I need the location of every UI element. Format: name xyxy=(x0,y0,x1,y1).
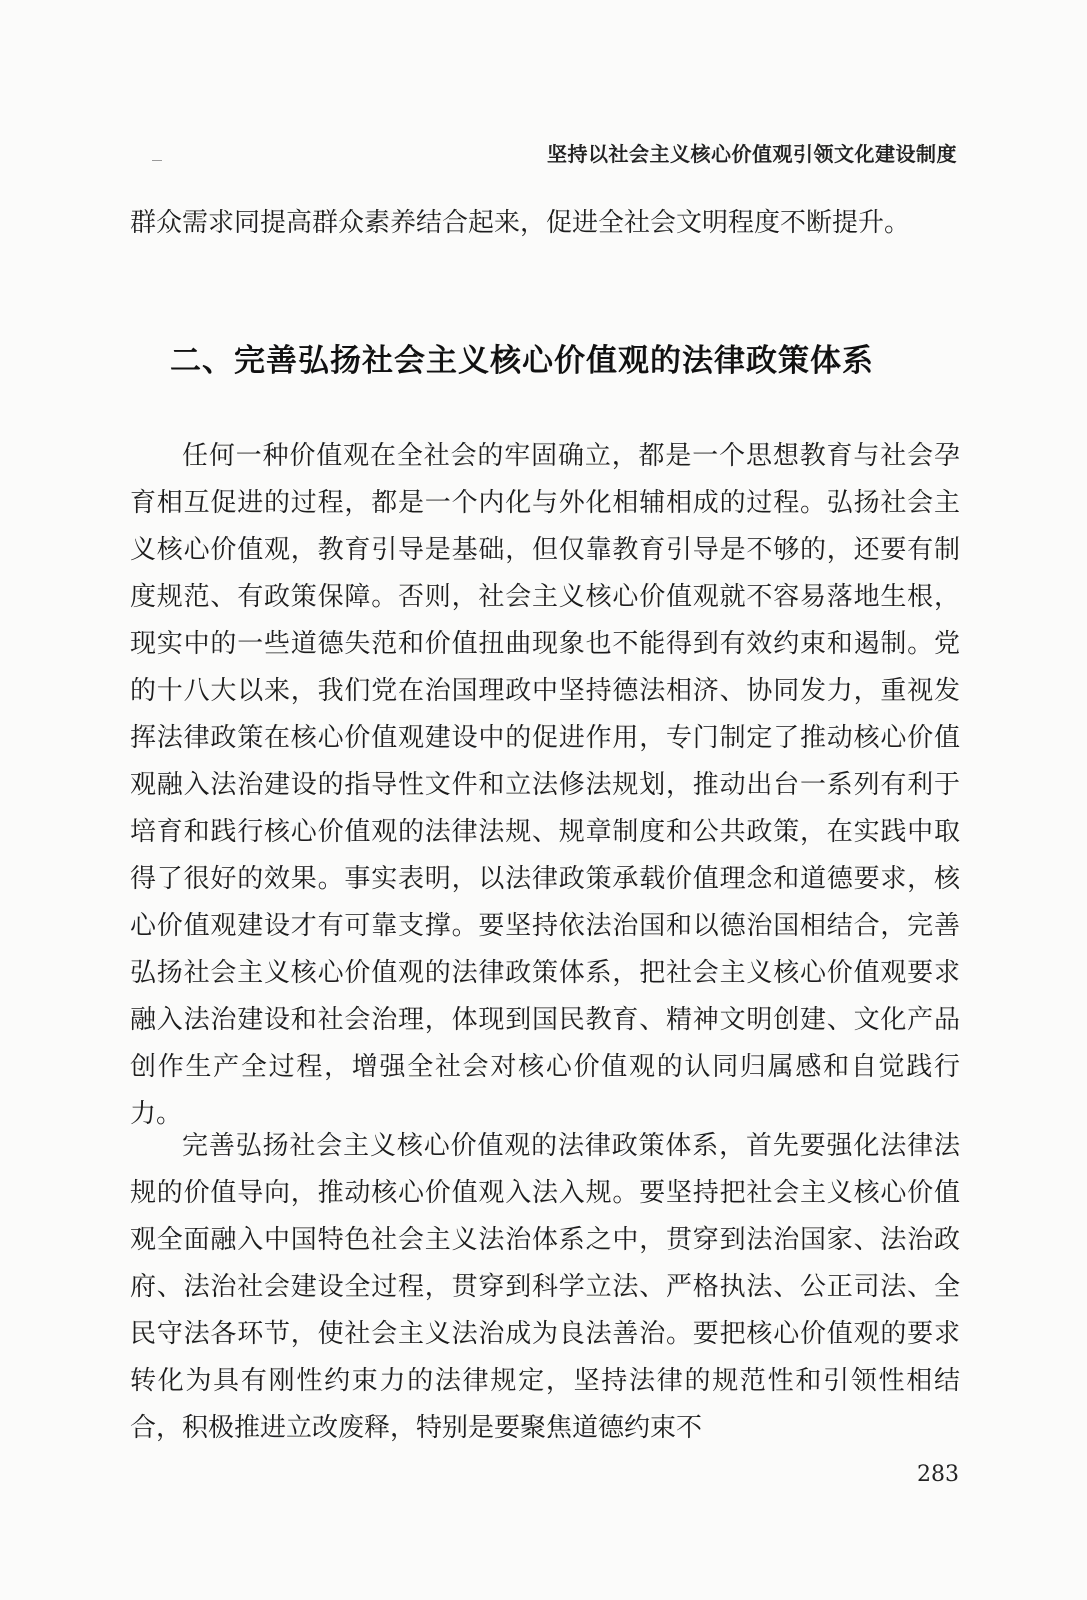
continuation-paragraph: 群众需求同提高群众素养结合起来，促进全社会文明程度不断提升。 xyxy=(130,208,911,238)
header-rule-mark xyxy=(152,160,162,161)
page-number: 283 xyxy=(917,1462,959,1487)
body-paragraph: 完善弘扬社会主义核心价值观的法律政策体系，首先要强化法律法规的价值导向，推动核心价值观入法入规。要坚持把社会主义核心价值观全面融入中国特色社会主义法治体系之中，贯穿到法治国家、法治政府、法治社会建设全过程，贯穿到科学立法、严格执法、公正司法、全民守法各环节，使社会主义法治成为良法善治。要把核心价值观的要求转化为具有刚性约束力的法律规定，坚持法律的规范性和引领性相结合，积极推进立改废释，特别是要聚焦道德约束不 xyxy=(130,1131,960,1443)
section-heading: 二、完善弘扬社会主义核心价值观的法律政策体系 xyxy=(170,343,874,379)
running-header: 坚持以社会主义核心价值观引领文化建设制度 xyxy=(547,142,957,166)
body-paragraph: 任何一种价值观在全社会的牢固确立，都是一个思想教育与社会孕育相互促进的过程，都是一个内化与外化相辅相成的过程。弘扬社会主义核心价值观，教育引导是基础，但仅靠教育引导是不够的，还要有制度规范、有政策保障。否则，社会主义核心价值观就不容易落地生根，现实中的一些道德失范和价值扭曲现象也不能得到有效约束和遏制。党的十八大以来，我们党在治国理政中坚持德法相济、协同发力，重视发挥法律政策在核心价值观建设中的促进作用，专门制定了推动核心价值观融入法治建设的指导性文件和立法修法规划，推动出台一系列有利于培育和践行核心价值观的法律法规、规章制度和公共政策，在实践中取得了很好的效果。事实表明，以法律政策承载价值理念和道德要求，核心价值观建设才有可靠支撑。要坚持依法治国和以德治国相结合，完善弘扬社会主义核心价值观的法律政策体系，把社会主义核心价值观要求融入法治建设和社会治理，体现到国民教育、精神文明创建、文化产品创作生产全过程，增强全社会对核心价值观的认同归属感和自觉践行力。 xyxy=(130,441,960,1129)
